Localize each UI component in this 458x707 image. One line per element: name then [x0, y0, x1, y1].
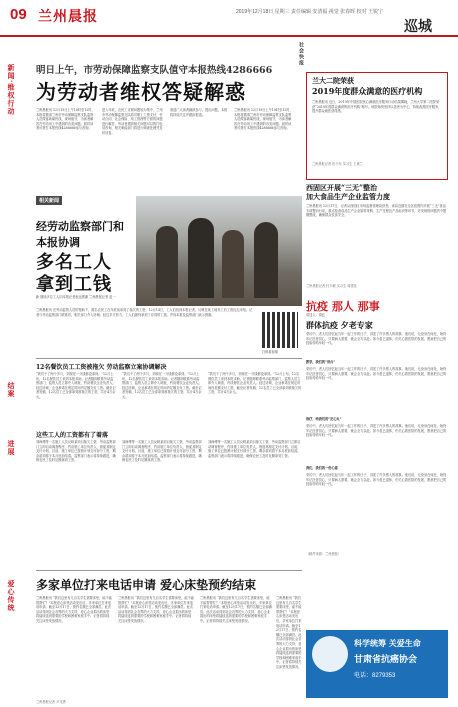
- lead-kicker: 明日上午，市劳动保障监察支队值守本报热线4286666: [36, 65, 273, 76]
- hospital-headline: 2019年度群众满意的医疗机构: [312, 86, 423, 96]
- xigu-byline: 兰州晨报记者 杜丰敏 实习生 周建花: [306, 284, 357, 288]
- person-3: [222, 230, 244, 298]
- person-4: [254, 222, 278, 298]
- section-title: 巡城: [404, 19, 432, 35]
- cancer-society-logo: [312, 636, 348, 672]
- feature-body: 兰州晨报讯 在劳动监察人员的帮助下，数名农民工在年底前拿到了拖欠的工资。12月14日，工人们找到本报记者，反映在某工地务工后工资迟迟未结。记者与劳动监察部门联系后，相关部门介入协调。经过多方努力，工人们最终拿到了应得的工钱，并向本报及监察部门表示感谢。: [36, 308, 253, 317]
- case1-body-col2: “我们干了两个多月，到现在一分钱都没拿到。”12月上旬，12名餐饮员工来到本报求助。记者随即联系劳动监察部门，监察人员立即介入调查，约谈餐饮企业负责人。经过协调，企业承诺在规定时间内足额支付工资。截至记者发稿，12名员工已全部拿到被拖欠的工资，共计4万余元。: [122, 372, 202, 399]
- lead-paragraph-3: 欢迎广大读者踊跃参与，提出问题，本报将持续关注并跟踪报道。: [170, 108, 228, 117]
- feature-caption: 新 继续多位工人向本报记者表达感谢 兰州晨报记者 赵一: [36, 295, 116, 299]
- column-narrator: 讲述人：周红: [306, 313, 326, 317]
- qr-caption: 扫码看视频: [262, 350, 278, 354]
- column-section-2: 治疗，给我们的“定心丸”: [306, 417, 342, 421]
- xigu-headline: 西固区开展“三无”整治: [306, 183, 378, 192]
- case1-body-col3: “我们干了两个多月，到现在一分钱都没拿到。”12月上旬，12名餐饮员工来到本报求助。记者随即联系劳动监察部门，监察人员立即介入调查，约谈餐饮企业负责人。经过协调，企业承诺在规定时间内足额支付工资。截至记者发稿，12名员工已全部拿到被拖欠的工资，共计4万余元。: [208, 372, 302, 395]
- xigu-body: 兰州晨报讯 12月17日，记者从西固区市场监督管理局获悉，该局近期在全区范围内开展“三无”食品专项整治行动，重点检查食品生产企业原料采购、生产过程及产品标识等环节，对发现的问题责令限期整改，确保群众饮食安全。: [306, 204, 447, 218]
- bottom-body-col4: 兰州晨报讯 “我们这里有几百名学生需要床垫，能不能帮帮忙？”本报爱心床垫活动发出后，多家单位打来电话申请。截至12月17日，预约名额已全部满员。此次活动得到社会各界的大力支持，爱心企业捐出的床垫将陆续送到需要的学校和困难家庭手中。记者将持续关注床垫发放情况。: [276, 596, 302, 669]
- lead-paragraph-1: 兰州晨报讯 12月19日上午10时至12时，本报将邀请兰州市劳动保障监察支队监察人员做客新闻热线，现场值守，为读者解答在劳动用工中遇到的各类问题。届时读者可拨打本报热线4286666参与咨询。: [36, 108, 95, 131]
- feature-headline-line1: 多名工人: [36, 252, 112, 273]
- bottom-body-col1: 兰州晨报讯 “我们这里有几百名学生需要床垫，能不能帮帮忙？”本报爱心床垫活动发出后，多家单位打来电话申请。截至12月17日，预约名额已全部满员。此次活动得到社会各界的大力支持，爱心企业捐出的床垫将陆续送到需要的学校和困难家庭手中。记者将持续关注床垫发放情况。: [36, 596, 112, 623]
- side-label-case: 结案: [7, 382, 16, 398]
- person-2: [188, 218, 214, 298]
- column-title: 抗疫 那人 那事: [306, 300, 380, 313]
- header-rule: [0, 35, 458, 37]
- case2-body-col3: 刘师傅等一名施工人员反映某项目拖欠工资，劳动监察部门立即启动调查程序，约谈施工单位负责人，督促其制定支付计划。目前，施工单位已按照计划支付部分工资，剩余款项将于本月底前结清。监察部门表示将持续跟进，确保农民工及时足额拿到工资。: [208, 440, 301, 458]
- case2-body-col2: 刘师傅等一名施工人员反映某项目拖欠工资，劳动监察部门立即启动调查程序，约谈施工单位负责人，督促其制定支付计划。目前，施工单位已按照计划支付部分工资，剩余款项将于本月底前结清。监察部门表示将持续跟进，确保农民工及时足额拿到工资。: [122, 440, 202, 463]
- column-byline: （稿件来源：兰州晨报）: [306, 552, 342, 556]
- divider-2: [36, 570, 302, 571]
- lead-paragraph-2: 进入年底，农民工讨薪问题较为集中，兰州市劳动保障监察支队将对职工工资支付、劳动合同、社会保险、用工管理等方面的问题进行解答，劳动者遇到相关问题可以拨打电话咨询，相关职能部门将进行调查处理并及时回复。: [102, 108, 163, 135]
- column-body-2: 采访中，老人们回忆起当年一起工作的日子，讲述了许多感人的故事。他们说，无论身在何处，始终牢记医者初心，只要病人需要，就会全力以赴。如今虽已退休，仍关心着医院的发展，愿意把自己的经验传给年轻一代。: [306, 367, 447, 381]
- hospital-body: 兰州晨报讯 近日，2019年中国医院民心满意医疗服务行动结果揭晓，兰州大学第二医院荣获“2019年度群众满意的医疗机构”称号。该院始终坚持以患者为中心，持续改善医疗服务，提升群众就医获得感。: [312, 100, 442, 114]
- divider-1: [36, 358, 302, 359]
- bottom-body-col2: 兰州晨报讯 “我们这里有几百名学生需要床垫，能不能帮帮忙？”本报爱心床垫活动发出后，多家单位打来电话申请。截至12月17日，预约名额已全部满员。此次活动得到社会各界的大力支持，爱心企业捐出的床垫将陆续送到需要的学校和困难家庭手中。记者将持续关注床垫发放情况。: [118, 596, 194, 623]
- column-body-4: 采访中，老人们回忆起当年一起工作的日子，讲述了许多感人的故事。他们说，无论身在何处，始终牢记医者初心，只要病人需要，就会全力以赴。如今虽已退休，仍关心着医院的发展，愿意把自己的经验传给年轻一代。: [306, 473, 447, 487]
- page-number: 09: [10, 6, 27, 23]
- ad-slogan: 科学统筹 关爱生命: [354, 638, 421, 648]
- newspaper-logo: 兰州晨报: [38, 9, 98, 25]
- feature-headline-line2: 拿到工钱: [36, 274, 112, 295]
- side-label-progress: 进展: [7, 440, 16, 456]
- ad-organization: 甘肃省抗癌协会: [354, 655, 418, 665]
- date-line: 2019年12月18日 星期三 责任编辑 安清福 视觉 张春晖 校对 王锐宁: [236, 9, 383, 15]
- side-label-bottom: 爱心传统: [7, 580, 16, 612]
- case1-body-col1: “我们干了两个多月，到现在一分钱都没拿到。”12月上旬，12名餐饮员工来到本报求助。记者随即联系劳动监察部门，监察人员立即介入调查，约谈餐饮企业负责人。经过协调，企业承诺在规定时间内足额支付工资。截至记者发稿，12名员工已全部拿到被拖欠的工资，共计4万余元。: [36, 372, 116, 399]
- column-section-1: 教学，我们的“讲台”: [306, 360, 336, 364]
- case2-headline: 这些工人的工资都有了着落: [36, 432, 109, 439]
- column-body-1: 采访中，老人们回忆起当年一起工作的日子，讲述了许多感人的故事。他们说，无论身在何处，始终牢记医者初心，只要病人需要，就会全力以赴。如今虽已退休，仍关心着医院的发展，愿意把自己的经验传给年轻一代。: [306, 332, 447, 346]
- column-body-3: 采访中，老人们回忆起当年一起工作的日子，讲述了许多感人的故事。他们说，无论身在何处，始终牢记医者初心，只要病人需要，就会全力以赴。如今虽已退休，仍关心着医院的发展，愿意把自己的经验传给年轻一代。: [306, 424, 447, 438]
- column-headline: 群体抗疫 夕老专家: [306, 320, 373, 330]
- case1-headline: 12名餐饮员工工资被拖欠 劳动监察立案协调解决: [36, 364, 167, 371]
- feature-tag: 相关新闻: [36, 196, 62, 205]
- side-label-right: 社会快报: [298, 42, 304, 66]
- bottom-byline: 兰州晨报记者 尹龙勇: [36, 700, 66, 704]
- feature-kicker: 经劳动监察部门和本报协调: [36, 220, 124, 249]
- hospital-byline: 兰州晨报记者 田小东 实习生 王惠兰: [312, 162, 363, 166]
- bottom-body-col3: 兰州晨报讯 “我们这里有几百名学生需要床垫，能不能帮帮忙？”本报爱心床垫活动发出后，多家单位打来电话申请。截至12月17日，预约名额已全部满员。此次活动得到社会各界的大力支持，爱心企业捐出的床垫将陆续送到需要的学校和困难家庭手中。记者将持续关注床垫发放情况。: [200, 596, 272, 623]
- advertisement: [306, 630, 448, 698]
- xigu-subhead: 加大食品生产企业监管力度: [306, 192, 390, 201]
- person-1: [156, 226, 178, 298]
- qr-code-icon[interactable]: [262, 312, 298, 348]
- hospital-kicker: 兰大二院荣获: [312, 76, 354, 85]
- lead-headline: 为劳动者维权答疑解惑: [36, 80, 246, 104]
- side-label-top: 新闻·维权行动: [7, 64, 16, 116]
- case2-body-col1: 刘师傅等一名施工人员反映某项目拖欠工资，劳动监察部门立即启动调查程序，约谈施工单位负责人，督促其制定支付计划。目前，施工单位已按照计划支付部分工资，剩余款项将于本月底前结清。监察部门表示将持续跟进，确保农民工及时足额拿到工资。: [36, 440, 116, 463]
- lead-paragraph-4: 兰州晨报讯 12月19日上午10时至12时，本报将邀请兰州市劳动保障监察支队监察人员做客新闻热线，现场值守，为读者解答在劳动用工中遇到的各类问题。届时读者可拨打本报热线4286666参与咨询。: [234, 108, 293, 131]
- column-section-3: 我们，我们的一份心意: [306, 466, 338, 470]
- ad-phone: 电话：8279353: [354, 673, 396, 679]
- workers-photo: [136, 196, 302, 306]
- bottom-headline: 多家单位打来电话申请 爱心床垫预约结束: [36, 578, 257, 592]
